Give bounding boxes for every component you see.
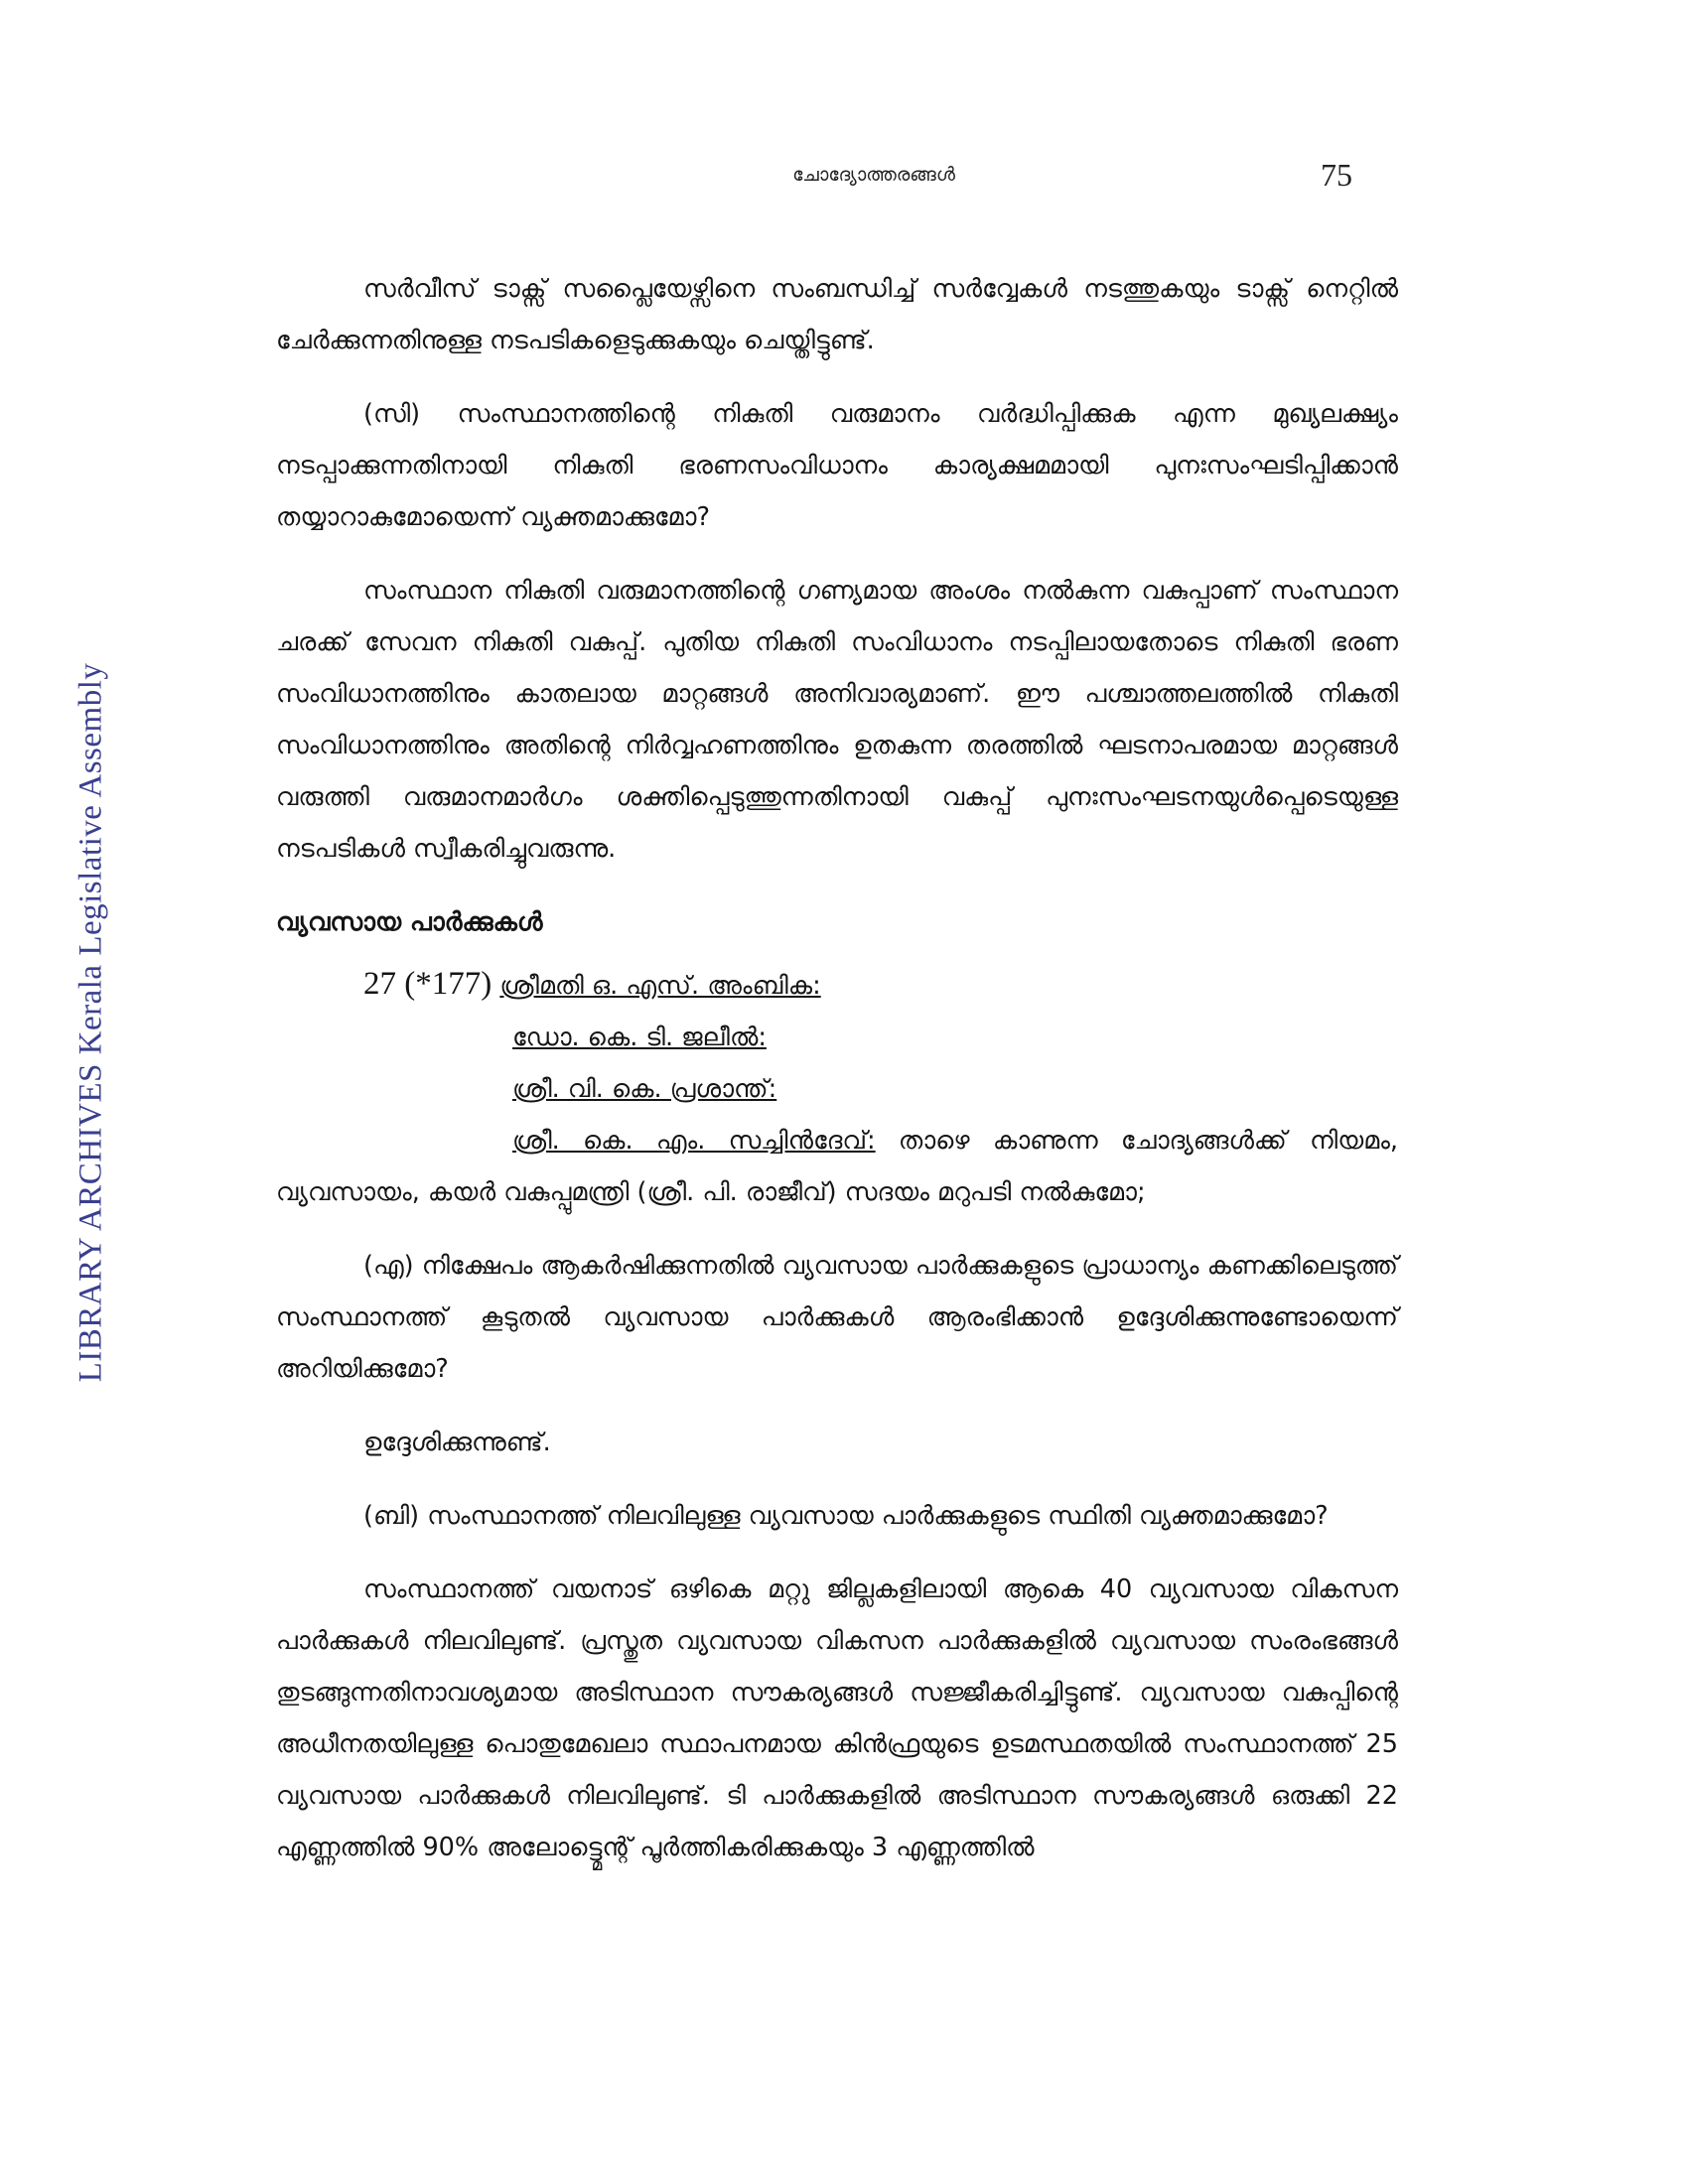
paragraph-service-tax: സർവീസ് ടാക്സ് സപ്ലൈയേഴ്സിനെ സംബന്ധിച്ച് സർവ്വേകൾ നടത്തുകയും ടാക്സ് നെറ്റിൽ ചേർക്കുന്നതിനുള്ള നടപടികളെടുക്കുകയും ചെയ്തിട്ടുണ്ട്.	[276, 274, 1398, 355]
question-intro-text: താഴെ കാണുന്ന ചോദ്യങ്ങൾക്ക് നിയമം, വ്യവസായം, കയർ വകുപ്പുമന്ത്രി (ശ്രീ. പി. രാജീവ്) സദയം മറുപടി നൽകുമോ;	[276, 1126, 1398, 1207]
question-header-line	[276, 958, 1398, 1012]
question-intro	[276, 1115, 1398, 1218]
member-name: ഡോ. കെ. ടി. ജലീൽ:	[512, 1023, 767, 1052]
answer-b: സംസ്ഥാനത്ത് വയനാട് ഒഴികെ മറ്റു ജില്ലകളിലായി ആകെ 40 വ്യവസായ വികസന പാർക്കുകൾ നിലവിലുണ്ട്. പ്രസ്തുത വ്യവസായ വികസന പാർക്കുകളിൽ വ്യവസായ സംരംഭങ്ങൾ തുടങ്ങുന്നതിനാവശ്യമായ അടിസ്ഥാന സൗകര്യങ്ങൾ സജ്ജീകരിച്ചിട്ടുണ്ട്. വ്യവസായ വകുപ്പിന്റെ അധീനതയിലുള്ള പൊതുമേഖലാ സ്ഥാപനമായ കിൻഫ്രയുടെ ഉടമസ്ഥതയിൽ സംസ്ഥാനത്ത് 25 വ്യവസായ പാർക്കുകൾ നിലവിലുണ്ട്. ടി പാർക്കുകളിൽ അടിസ്ഥാന സൗകര്യങ്ങൾ ഒരുക്കി 22 എണ്ണത്തിൽ 90% അലോട്ട്മെന്റ് പൂർത്തികരിക്കുകയും 3 എണ്ണത്തിൽ	[276, 1574, 1398, 1862]
member-name: ശ്രീമതി ഒ. എസ്. അംബിക:	[499, 971, 821, 1001]
question-a: (എ) നിക്ഷേപം ആകർഷിക്കുന്നതിൽ വ്യവസായ പാർക്കുകളുടെ പ്രാധാന്യം കണക്കിലെടുത്ത് സംസ്ഥാനത്ത് കൂടുതൽ വ്യവസായ പാർക്കുകൾ ആരംഭിക്കാൻ ഉദ്ദേശിക്കുന്നുണ്ടോയെന്ന് അറിയിക്കുമോ?	[276, 1251, 1398, 1384]
section-heading: വ്യവസായ പാർക്കുകൾ	[276, 907, 543, 937]
question-block	[276, 958, 1398, 1218]
question-b: (ബി) സംസ്ഥാനത്ത് നിലവിലുള്ള വ്യവസായ പാർക്കുകളുടെ സ്ഥിതി വ്യക്തമാക്കുമോ?	[363, 1501, 1329, 1531]
member-name: ശ്രീ. വി. കെ. പ്രശാന്ത്:	[512, 1074, 777, 1104]
answer-a: ഉദ്ദേശിക്കുന്നുണ്ട്.	[363, 1428, 551, 1457]
member-line	[276, 1063, 1398, 1115]
question-number: 27 (*177)	[363, 966, 492, 1002]
member-name: ശ്രീ. കെ. എം. സച്ചിൻദേവ്:	[512, 1126, 876, 1156]
question-c: (സി) സംസ്ഥാനത്തിന്റെ നികുതി വരുമാനം വർദ്ധിപ്പിക്കുക എന്ന മുഖ്യലക്ഷ്യം നടപ്പാക്കുന്നതിനായി നികുതി ഭരണസംവിധാനം കാര്യക്ഷമമായി പുനഃസംഘടിപ്പിക്കാൻ തയ്യാറാകുമോയെന്ന് വ്യക്തമാക്കുമോ?	[276, 399, 1398, 532]
running-header-title: ചോദ്യോത്തരങ്ങൾ	[792, 164, 955, 186]
page-body	[276, 263, 1398, 1895]
member-line	[276, 1012, 1398, 1063]
answer-c: സംസ്ഥാന നികുതി വരുമാനത്തിന്റെ ഗണ്യമായ അംശം നൽകുന്ന വകുപ്പാണ് സംസ്ഥാന ചരക്ക് സേവന നികുതി വകുപ്പ്. പുതിയ നികുതി സംവിധാനം നടപ്പിലായതോടെ നികുതി ഭരണ സംവിധാനത്തിനും കാതലായ മാറ്റങ്ങൾ അനിവാര്യമാണ്. ഈ പശ്ചാത്തലത്തിൽ നികുതി സംവിധാനത്തിനും അതിന്റെ നിർവ്വഹണത്തിനും ഉതകുന്ന തരത്തിൽ ഘടനാപരമായ മാറ്റങ്ങൾ വരുത്തി വരുമാനമാർഗം ശക്തിപ്പെടുത്തുന്നതിനായി വകുപ്പ് പുനഃസംഘടനയുൾപ്പെടെയുള്ള നടപടികൾ സ്വീകരിച്ചുവരുന്നു.	[276, 576, 1398, 864]
page-number: 75	[1321, 157, 1352, 193]
archive-watermark: LIBRARY ARCHIVES Kerala Legislative Assembly	[72, 662, 109, 1383]
